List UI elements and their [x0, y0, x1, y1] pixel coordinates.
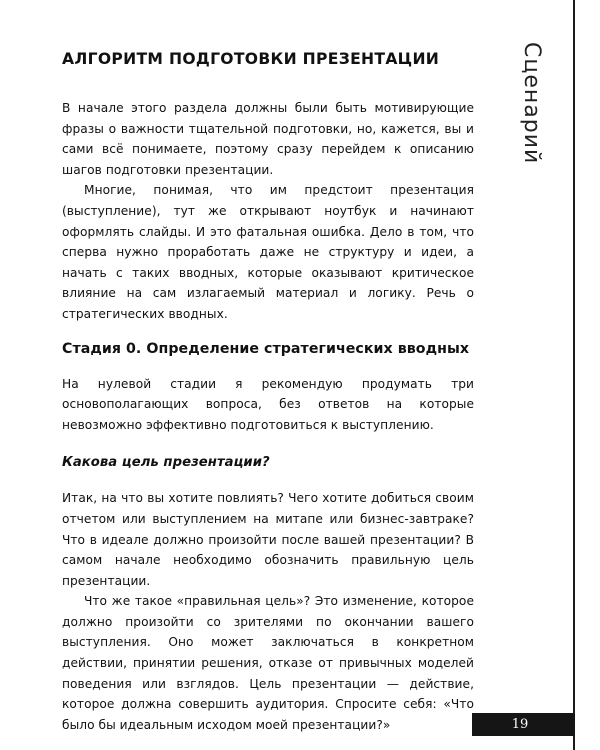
- section-heading: АЛГОРИТМ ПОДГОТОВКИ ПРЕЗЕНТАЦИИ: [62, 50, 440, 68]
- question-heading: Какова цель презентации?: [62, 455, 270, 471]
- paragraph-intro: В начале этого раздела должны были быть мотивирующие фразы о важности тщательной подготовки, но, кажется, вы и сами всё понимаете, поэтому сразу перейдем к описанию шагов подготовки презентации.: [62, 101, 474, 177]
- paragraph-stage-zero: На нулевой стадии я рекомендую продумать три основополагающих вопроса, без ответов на которые невозможно эффективно подготовиться к выступлению.: [62, 376, 474, 432]
- paragraph-right-goal: Что же такое «правильная цель»? Это изменение, которое должно произойти со зрителями по окончании вашего выступления. Оно может заключаться в конкретном действии, принятии решения, отказе от привычных моделей поведения или взглядов. Цель презентации — действие, которое должна совершить аудитория. Спросите себя: «Что было бы идеальным исходом моей презентации?»: [62, 594, 474, 732]
- page-content: [62, 48, 474, 735]
- chapter-side-title: Сценарий: [519, 42, 544, 165]
- right-margin-rule: [573, 0, 575, 750]
- paragraph-goal-questions: Итак, на что вы хотите повлиять? Чего хотите добиться своим отчетом или выступлением на митапе или бизнес-завтраке? Что в идеале должно произойти после вашей презентации? В самом начале необходимо обозначить правильную цель презентации.: [62, 491, 474, 588]
- page-number: 19: [511, 717, 529, 732]
- paragraph-mistake: Многие, понимая, что им предстоит презентация (выступление), тут же открывают ноутбук и начинают оформлять слайды. И это фатальная ошибка. Дело в том, что сперва нужно проработать даже не структуру и идеи, а начать с таких вводных, которые оказывают критическое влияние на сам излагаемый материал и логику. Речь о стратегических вводных.: [62, 183, 474, 321]
- stage-heading: Стадия 0. Определение стратегических вводных: [62, 340, 470, 357]
